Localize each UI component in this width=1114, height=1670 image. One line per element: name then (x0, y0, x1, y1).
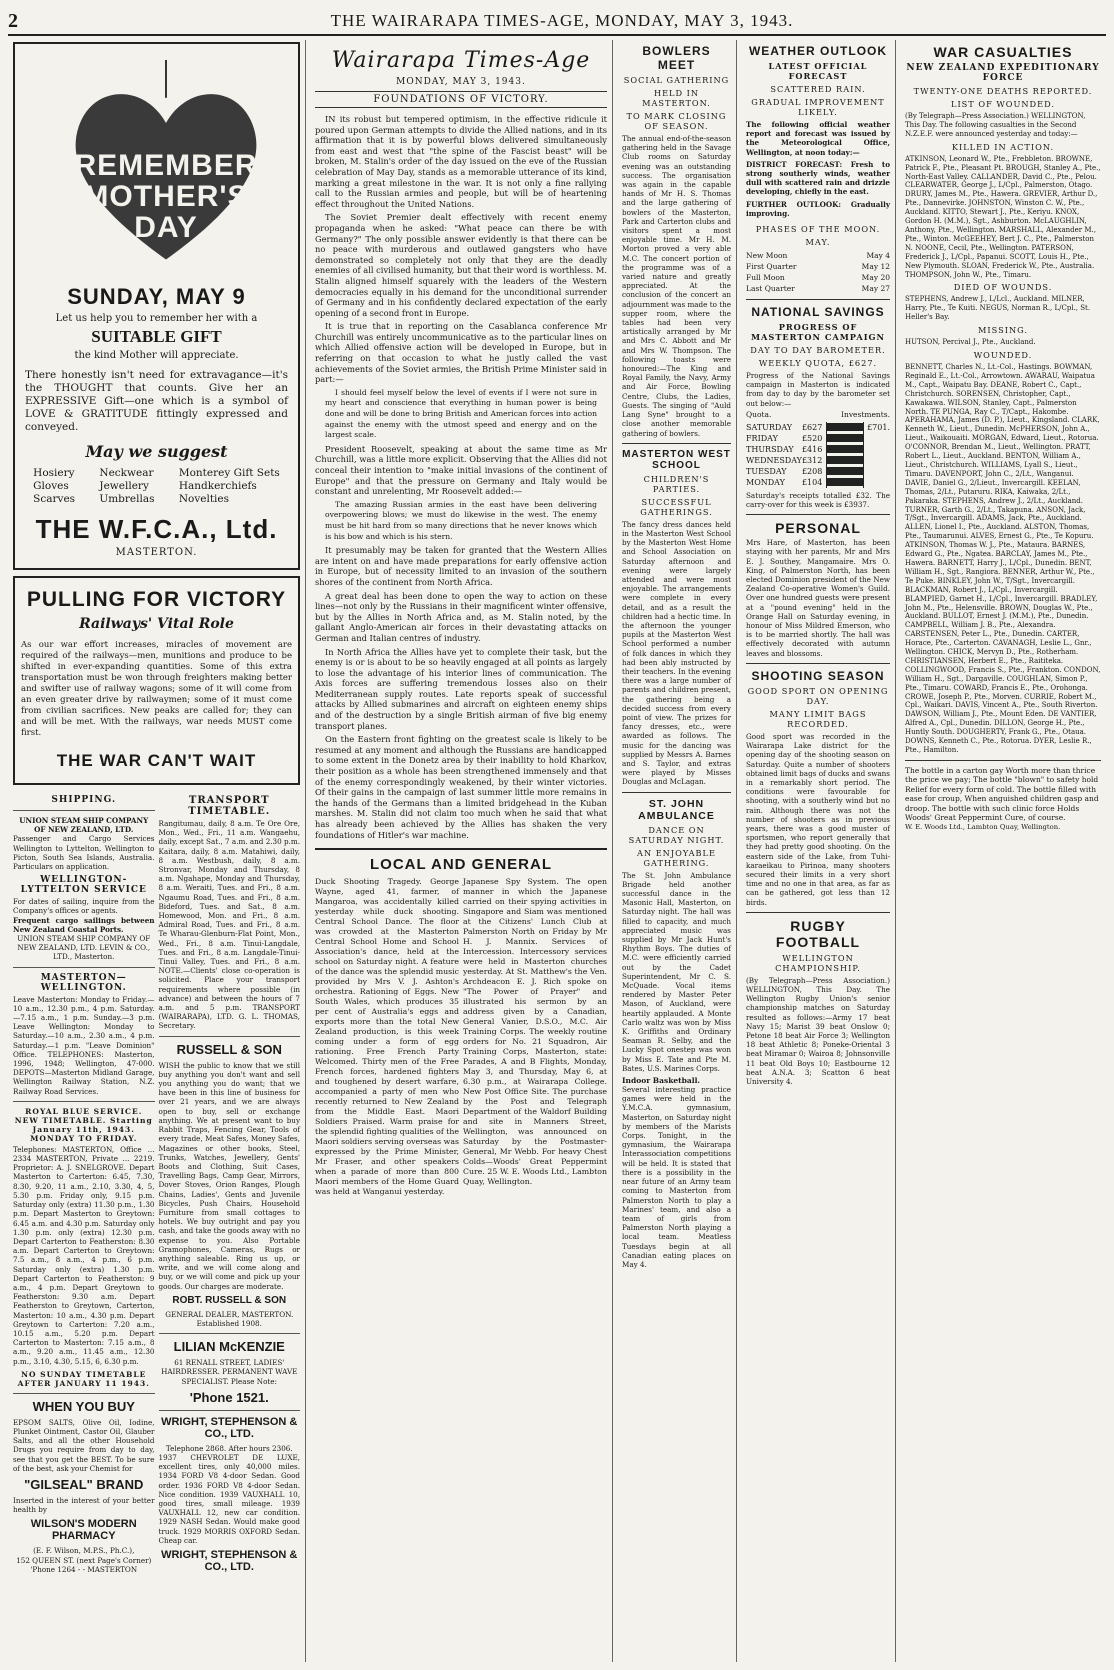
quota-bar-fill (827, 423, 863, 431)
shipping-company2: UNION STEAM SHIP COMPANY OF NEW ZEALAND, LTD. LEVIN & CO., LTD., Masterton. (17, 934, 151, 962)
local-right: Japanese Spy System. The open manner in which the Japanese carried on their spying activities in Singapore and Siam was mentioned at the Citizens' Lunch Club at Palmerston North on Friday by Mr H. J. Mannix. Services of Intercession. Intercessory services were held in Masterton churches yesterday. At St. Matthew's the Ven. Archdeacon E. J. Rich spoke on "The Power of Prayer" and illustrated his sermon by an address given by a Canadian, General Vanier, D.S.O., M.C. Air Training Corps. The weekly routine orders for No. 21 Squadron, Air Training Corps, Masterton, state: Parades, A and B Flights, Monday, May 3, and Thursday, May 6, at 6.30 p.m., at Wairarapa College. New Post Office Site. The purchase by the Post and Telegraph Department of the Waldorf Building and site in Manners Street, Wellington, was announced on Saturday by the Postmaster-General, Mr Webb. For heavy Chest Colds—Woods' Great Peppermint Cure. 25 W. E. Woods Ltd., Lambton Quay, Wellington. (463, 877, 607, 1187)
bottle-text: The bottle in a carton gay Worth more than thrice the price we pay; The bottle "blown" to safety hold Relief for every form of cold. The bottle filled with ease for croup, When anguished children gasp and droop. The bottle with such clinic force Holds Woods' Great Peppermint Cure, of course. (905, 765, 1099, 823)
missing-list: HUTSON, Percival J., Pte., Auckland. (905, 338, 1036, 347)
quota-bar (827, 444, 864, 455)
item: Scarves (33, 493, 76, 505)
heart-line-3: DAY (134, 211, 198, 244)
savings-receipts: Saturday's receipts totalled £32. The carry-over for this week is £3937. (746, 490, 890, 510)
russell-heading: RUSSELL & SON (176, 1041, 282, 1057)
local-general-heading: LOCAL AND GENERAL (315, 848, 607, 873)
moon-phase: First Quarter (746, 262, 797, 272)
local-general-body (315, 877, 607, 1197)
ad-gift: SUITABLE GIFT (91, 327, 222, 346)
bottle-footer: W. E. Woods Ltd., Lambton Quay, Wellington. (905, 822, 1061, 831)
shipping-text2: For dates of sailing, inquire from the Company's offices or agents. (13, 897, 155, 916)
column-news (617, 40, 737, 1662)
masthead-title: THE WAIRARAPA TIMES-AGE, MONDAY, MAY 3, 1943. (330, 11, 794, 30)
buy-brand: "GILSEAL" BRAND (24, 1476, 144, 1492)
wounded-heading: WOUNDED. (973, 350, 1033, 361)
moon-phase: Full Moon (746, 273, 785, 283)
shipping-service2: ROYAL BLUE SERVICE. NEW TIMETABLE. Starting January 11th, 1943. MONDAY TO FRIDAY. (14, 1106, 153, 1143)
casualties-sub3: LIST OF WOUNDED. (951, 99, 1055, 109)
victory-title: PULLING FOR VICTORY (26, 588, 287, 611)
editorial-p10: On the Eastern front fighting on the greatest scale is likely to be resumed at any moment and although the Russians are handicapped to some extent in the Donetz area by their inability to hold Kharkov, their position as a whole has been strengthened immensely and that of the enemy correspondingly weakened, by their winter victories. Of their gains in the campaign of last summer little more remains in the hands of the Germans than a limited bridgehead in the Kuban marshes. M. Stalin did not claim too much when he said that what has already been achieved by the Allies has shaken the very foundations of Hitler's war machine. (315, 734, 607, 840)
mothers-day-date: SUNDAY, MAY 9 (67, 284, 246, 309)
shipping-text1: Passenger and Cargo Services Wellington to Lyttelton, Wellington to Picton, South Sea Islands, Australia. Particulars on application. (13, 834, 155, 872)
ad-line-2: the kind Mother will appreciate. (74, 350, 239, 361)
quota-bar-fill (827, 456, 863, 464)
quota-day: WEDNESDAY (746, 455, 802, 465)
classifieds-left (13, 791, 155, 1577)
quota-bar (827, 477, 864, 488)
wright-tel: Telephone 2868. After hours 2306. (165, 1443, 293, 1453)
quota-bar (827, 433, 864, 444)
column-casualties (900, 40, 1106, 1662)
rugby-heading: RUGBY FOOTBALL (775, 917, 861, 950)
casualties-intro: (By Telegraph—Press Association.) WELLINGTON, This Day. The following casualties in the Second N.Z.E.F. were announced yesterday and today:— (905, 112, 1086, 138)
weather-heading: WEATHER OUTLOOK (748, 44, 888, 58)
further-outlook: FURTHER OUTLOOK: Gradually improving. (746, 199, 890, 218)
moon-month: MAY. (805, 237, 831, 248)
shooting-sub: GOOD SPORT ON OPENING DAY. (747, 685, 889, 706)
editorial-p2: The Soviet Premier dealt effectively with recent enemy propaganda when he asked: "What peace can there be with Germany?" The only possible answer evidently is that there can be no peace with murderous and outlawed gangsters who have demonstrated so completely not only that they are the deadly enemies of all civilised humanity, but that their word is worthless. M. Stalin aligned himself squarely with the leaders of the Western democracies equally in his demand for the unconditional surrender of Germany and in his confidently declared expectation of the early opening of a second front in Europe. (315, 212, 607, 318)
moon-row (746, 261, 890, 272)
buy-text2: Inserted in the interest of your better health by (13, 1495, 155, 1515)
savings-sub2: DAY TO DAY BAROMETER. (750, 345, 886, 356)
killed-heading: KILLED IN ACTION. (951, 141, 1055, 152)
ambulance-sub2: AN ENJOYABLE GATHERING. (637, 847, 716, 868)
quota-row (746, 422, 890, 433)
quota-day: TUESDAY (746, 466, 787, 476)
transport-heading: TRANSPORT TIMETABLE. (188, 795, 271, 817)
moon-date: May 27 (861, 284, 890, 294)
robt-russell-sub: GENERAL DEALER, MASTERTON. Established 1908. (165, 1309, 294, 1328)
weather-sub: LATEST OFFICIAL FORECAST (768, 61, 868, 81)
shipping-service: WELLINGTON-LYTTELTON SERVICE (20, 875, 147, 896)
editorial-p9: In North Africa the Allies have yet to complete their task, but the enemy is or is about to be so heavily engaged at all points as largely to lose the advantage of his interior lines of communication. The Axis forces are suffering tremendous losses also on their Mediterranean supply routes. Late reports speak of successful attacks by Allied submarines and aircraft on eighteen enemy ships and of the destruction by a single British airman of five big enemy transport planes. (315, 646, 607, 731)
bowlers-sub: SOCIAL GATHERING (623, 75, 730, 85)
moon-table (746, 250, 890, 294)
bowlers-text: The annual end-of-the-season gathering held in the Savage Club rooms on Saturday evening was an outstanding success. The organisation was again in the capable hands of Mr H. S. Thomas and the large gathering of bowlers of the Masterton, Park and Carterton clubs and visitors spent a most enjoyable time. Mr H. M. Morton proved a very able M.C. The concert portion of the programme was of a varied nature and greatly appreciated. At the conclusion of the concert an adjournment was made to the supper room, where the tables had been very artistically arranged by Mr and Mrs C. Abbott and Mr and Mrs W. Thompson. The following toasts were honoured:—The King and Royal Family, the Navy, Army and Air Force, Bowling Centre, Clubs, the Ladies, Guests. The singing of "Auld Lang Syne" brought to a close another memorable gathering of bowlers. (622, 134, 731, 438)
rugby-text: (By Telegraph—Press Association.) WELLINGTON, This Day. The Wellington Rugby Union's senior championship matches on Saturday resulted as follows:—Army 17 beat Navy 15; Marist 39 beat Onslow 0; Petone 18 beat Air Force 3; Wellington 18 beat Athletic 8; Poneke-Oriental 3 beat Miramar 0; Wairoa 8; Johnsonville 11 beat Old Boys 10; Eastbourne 12 beat A.N.A. 3; Scatton 6 beat University 4. (746, 975, 890, 1086)
victory-subtitle: Railways' Vital Role (79, 616, 234, 632)
item: Neckwear (99, 467, 154, 479)
shipping-heading: SHIPPING. (51, 795, 117, 805)
moon-date: May 20 (861, 273, 890, 283)
personal-text: Mrs Hare, of Masterton, has been staying with her parents, Mr and Mrs E. J. Southey, Mangamaire. Mrs O. King, of Palmerston North, has been elected Dominion president of the New Zealand Co-operative Women's Guild. Over one hundred guests were present at a "pound evening" held in the Orange Hall on Saturday evening, in honour of Miss Mildred Emerson, who is to be married shortly. The hall was effectively decorated with autumn leaves and blossoms. (746, 538, 890, 658)
killed-list: ATKINSON, Leonard W., Pte., Frebbleton. BROWNE, Patrick F., Pte., Pleasant Pt. BROUGH, Stanley A., Pte., North-East Valley. CALLANDER, David C., Pte., Pelou. CLEARWATER, George J., L/Cpl., Palmerston, Otago. DRURY, James M., Pte., Hawera. GREVIER, Arthur D., Pte., Dannevirke. JOHNSTON, Winston C. W., Pte., Auckland. KITTO, Stewart J., Pte., Keriyu. KNOX, Gordon H. (M.M.), Sgt., Ashburton. McLAUGHLIN, Anthony, Pte., Wellington. MARSHALL, Alexander M., Pte., Winton. McGEEHEY, Bert J. C., Pte., Palmerston N. NOONE, Cecil, Pte., Wellington. PATERSON, Frederick J., L/Cpl., Papanui. SCOTT, Louis H., Pte., New Plymouth. SLOAN, Frederick W., Pte., Australia. THOMPSON, John W., Pte., Timaru. (905, 154, 1101, 279)
company-name: THE W.F.C.A., Ltd. (35, 514, 278, 544)
quota-table (746, 422, 890, 488)
items-col-c (179, 467, 280, 506)
personal-heading: PERSONAL (775, 520, 861, 537)
school-text: The fancy dress dances held in the Masterton West School by the Masterton West Home and School Association on Saturday afternoon and evening were largely attended and were most enjoyable. The arrangements were complete in every detail, and as a result the children had a hectic time. In the afternoon the younger pupils at the Masterton West School performed a number of folk dances in which they had been ably instructed by their teachers. In the evening there was a large number of parents and children present, the gathering being a decided success from every point of view. The prizes for fancy dresses, etc., were awarded as follows. The music for the dancing was supplied by Messrs A. Barnes and S. Taylor, and extras were played by Misses Douglas and McLagan. (622, 519, 731, 787)
items-col-b (99, 467, 154, 506)
ad-suggest: May we suggest (85, 442, 228, 461)
quota-bar (827, 422, 864, 433)
investments-label: Investments. (841, 409, 890, 419)
paper-title: Wairarapa Times-Age (331, 48, 591, 73)
wright-name-2: WRIGHT, STEPHENSON & CO., LTD. (161, 1549, 298, 1573)
items-col-a (33, 467, 75, 506)
page-number: 2 (8, 9, 18, 32)
school-sub2: SUCCESSFUL GATHERINGS. (640, 496, 713, 517)
item: Novelties (178, 493, 230, 505)
ambulance-heading: ST. JOHN AMBULANCE (638, 797, 715, 822)
editorial-p3: It is true that in reporting on the Casablanca conference Mr Churchill was entirely uncommunicative as to the particular lines on which Allied offensive action will be developed in Europe, but in referring on that occasion to what he justly called the vast achievements of the Soviet armies, the British Prime Minister said in part:— (315, 321, 607, 385)
investment-total: £701. (867, 422, 890, 432)
quota-bar-fill (827, 445, 863, 453)
pharmacy-address: 152 QUEEN ST. (next Page's Corner) 'Phone 1264 - - MASTERTON (16, 1555, 152, 1574)
quota-bar-fill (827, 478, 863, 486)
item: Monterey Gift Sets (178, 467, 280, 479)
missing-heading: MISSING. (978, 325, 1028, 336)
bowlers-heading: BOWLERS MEET (642, 44, 711, 72)
shooting-text: Good sport was recorded in the Wairarapa Lake district for the opening day of the shooting season on Saturday. Quite a number of shooters obtained limit bags of ducks and swans in a remarkably short period. The conditions were favourable for shooting, with a southerly wind but no rain. Although there was not the number of shooters as in previous years, there was a good muster of sportsmen, who report generally that they had pretty good shooting. On the eastern side of the Lake, from Tuhi-karaeikau to Pirinoa, many shooters secured their limits in a very short time and no one in that area, as far as can be gathered, got less than 12 birds. (746, 731, 890, 907)
quota-amount: £104 (801, 477, 823, 487)
lilian-phone: 'Phone 1521. (189, 1389, 269, 1405)
editorial-date: MONDAY, MAY 3, 1943. (396, 77, 526, 87)
moon-heading: PHASES OF THE MOON. (755, 224, 881, 235)
local-left: Duck Shooting Tragedy. George Wayne, aged 41, farmer, of Mangaroa, was accidentally killed yesterday while duck shooting. Central School Dance. The floor was crowded at the Masterton Central School Home and School Association's dance, held at the school on Saturday night. A feature of the dance was the splendid music provided by Mrs V. J. Ashton's orchestra. Rationing of Eggs. New South Wales, which produces 35 per cent of Australia's eggs and exports more than the total New Zealand production, is this week coming under a form of egg rationing. Free French Party Welcomed. Thirty men of the Free French forces, hardened fighters and toughened by desert warfare, accompanied a party of men who recently returned to New Zealand from the Middle East. Maori Soldiers Praised. Warm praise for the splendid fighting qualities of the Maori soldiers serving overseas was expressed by the Prime Minister, Mr Fraser, and other speakers when a parade of more than 800 Maori members of the Home Guard was held at Wanganui yesterday. (315, 877, 459, 1197)
shooting-heading: SHOOTING SEASON (751, 668, 885, 683)
heart-line-1: REMEMBER (74, 149, 258, 182)
wright-name: WRIGHT, STEPHENSON & CO., LTD. (161, 1415, 298, 1440)
victory-ad (13, 576, 300, 785)
buy-text: EPSOM SALTS, Olive Oil, Iodine, Plunket Ointment, Castor Oil, Glauber Salts, and all the other Household Drugs you require from day to day, see that you get the BEST. To be sure of the best, ask your Chemist for (13, 1417, 155, 1473)
lilian-name: LILIAN McKENZIE (173, 1339, 285, 1355)
savings-quota: WEEKLY QUOTA, £627. (758, 358, 878, 369)
weather-sub2: SCATTERED RAIN. (770, 84, 866, 94)
shipping-text5: Telephones: MASTERTON, Office ... 2334 MASTERTON, Private ... 2219. Proprietor: A. J. SNELGROVE. Depart Masterton to Carterton: 6.45, 7.30, 8.30, 9.20, 11 a.m., 2.10, 3.30, 4, 5, 5.30 p.m. Friday only, 9.15 p.m. Saturday only (extra) 11.30 p.m., 1.30 p.m. Depart Masterton to Greytown: 6.45 a.m. and 4.30 p.m. Saturday only 1.30 p.m. only (extra) 12.30 p.m. Depart Carterton to Featherston: 8.30 a.m. Depart Carterton to Greytown: 7.5 a.m., 8 a.m., 4 p.m., 6 p.m. Saturday only (extra) 1.30 p.m. Depart Carterton to Featherston: 9 a.m., 4 p.m. Depart Greytown to Featherston: 9.30 a.m. Depart Featherston to Greytown, Carterton, Masterton: 10 a.m., 4.30 p.m. Depart Greytown to Carterton: 7.20 a.m., 10.15 a.m., 5.20 p.m. Depart Carterton to Masterton: 7.15 a.m., 8 a.m., 9.20 a.m., 11.45 a.m., 12.30 p.m., 3.10, 4.30, 5.15, 6, 6.30 p.m. (13, 1144, 155, 1366)
item: Hosiery (33, 467, 75, 479)
moon-row (746, 250, 890, 261)
moon-phase: New Moon (746, 251, 788, 261)
weather-text: The following official weather report and forecast was issued by the Meteorological Office, Wellington, at noon today:— (746, 120, 890, 157)
pharmacy-name: WILSON'S MODERN PHARMACY (30, 1518, 137, 1543)
savings-heading: NATIONAL SAVINGS (751, 305, 885, 320)
quota-bar (827, 455, 864, 466)
victory-footer: THE WAR CAN'T WAIT (56, 751, 257, 770)
robt-russell: ROBT. RUSSELL & SON (172, 1294, 287, 1306)
bowlers-sub3: TO MARK CLOSING OF SEASON. (626, 111, 727, 131)
shipping-text3: Frequent cargo sailings between New Zealand Coastal Ports. (13, 915, 155, 934)
moon-date: May 12 (861, 262, 890, 272)
moon-phase: Last Quarter (746, 284, 795, 294)
shipping-route: MASTERTON—WELLINGTON. (40, 972, 127, 993)
editorial-p4: I should feel myself below the level of events if I were not sure in my heart and conscience that everything in human power is being done and will be done to bring British and American forces into action against the enemy with the utmost speed and energy and on the largest scale. (325, 387, 597, 440)
masthead (8, 8, 1106, 36)
quota-amount: £312 (801, 455, 823, 465)
item: Gloves (33, 480, 69, 492)
russell-text: WISH the public to know that we still buy anything you don't want and sell you anything you do want; that we have been in this line of business for over 21 years, and we are always open to buy, sell or exchange anything. We at present want to buy Rabbit Traps, Fencing Gear, Tools of every trade, Meat Safes, Money Safes, Magazines or other books, Steel, Trunks, Watches, Jewellery, Gents' Boots and Clothing, Suit Cases, Travelling Bags, Camp Gear, Mirrors, Dover Stoves, Orion Ranges, Plough Chains, Ladies', Gents and Juvenile Bicycles, Push Chairs, Household Furniture from small cottages to hotels. We buy outright and pay you cash, and take the goods away with no expense to you. Also Portable Gramophones, Cameras, Rugs or anything saleable. Ring us up, or write, and we will come along and buy, or we will come and pick up your goods. Our charges are moderate. (158, 1060, 300, 1291)
shipping-company: UNION STEAM SHIP COMPANY OF NEW ZEALAND, LTD. (19, 816, 149, 835)
moon-row (746, 283, 890, 294)
lilian-addr: 61 RENALL STREET, LADIES' HAIRDRESSER. PERMANENT WAVE SPECIALIST. Please Note: (161, 1358, 298, 1386)
quota-day: THURSDAY (746, 444, 794, 454)
savings-text: Progress of the National Savings campaign in Masterton is indicated from day to day by the barometer set out below:— (746, 371, 890, 408)
quota-day: MONDAY (746, 477, 785, 487)
transport-text: Rangitumau, daily, 8 a.m. Te Ore Ore, Mon., Wed., Fri., 11 a.m. Wangaehu, daily, except Sat., 7 a.m. and 2.30 p.m. Kaitara, daily, 8 a.m. Matahiwi, daily, 8 a.m. Westbush, daily, 8 a.m. Stronvar, Monday and Thursday, 8 a.m. Ngahape, Monday and Thursday, 8 a.m. Weraiti, Tues. and Fri., 8 a.m. Ngaumu Road, Tues. and Fri., 8 a.m. Bideford, Tues. and Sat., 8 a.m. Homewood, Mon. and Fri., 8 a.m. Admiral Road, Tues. and Fri., 8 a.m. Te Wharau-Glenburn-Flat Point, Mon., Wed., Fri., 8 a.m. Tinui-Langdale, Tues. and Fri., 8 a.m. Langdale-Tinui-Tinui Valley, Tues. and Fri., 8 a.m. NOTE.—Clients' close co-operation is solicited. Place your transport requirements where possible (in advance) and between the hours of 7 a.m. and 5 p.m. TRANSPORT (WAIRARAPA), LTD. G. L. THOMAS, Secretary. (158, 819, 300, 1031)
died-heading: DIED OF WOUNDS. (953, 282, 1053, 293)
item: Umbrellas (99, 493, 155, 505)
quota-label: Quota. (746, 409, 772, 419)
shipping-text6: NO SUNDAY TIMETABLE AFTER JANUARY 11 1943. (17, 1369, 150, 1388)
classifieds-right (159, 791, 301, 1577)
item: Handkerchiefs (178, 480, 257, 492)
buy-heading: WHEN YOU BUY (32, 1398, 135, 1414)
school-heading: MASTERTON WEST SCHOOL (622, 448, 731, 471)
quota-amount: £520 (801, 433, 823, 443)
moon-row (746, 272, 890, 283)
quota-amount: £208 (801, 466, 823, 476)
quota-bar (827, 466, 864, 477)
ad-para: There honestly isn't need for extravagance—it's the THOUGHT that counts. Give her an EXPRESSIVE Gift—one which is a symbol of LOVE & GRATITUDE fittingly expressed and conveyed. (25, 369, 288, 433)
company-town: MASTERTON. (115, 547, 198, 558)
ambulance-sub: DANCE ON SATURDAY NIGHT. (628, 824, 725, 845)
editorial-p1: IN its robust but tempered optimism, in the effective ridicule it poured upon German attempts to divide the Allied nations, and in its affirmation that it is by powerful blows delivered simultaneously from east and west that "the spine of the Fascist beast" will be broken, M. Stalin's order of the day issued on the eve of the Russian celebration of May Day, stands as a memorable utterance of its kind, marking a great milestone in the war. It is not only a fine rallying call to the Russian armies and people, but will be of heartening effect throughout the United Nations. (315, 114, 607, 209)
shooting-sub2: MANY LIMIT BAGS RECORDED. (769, 708, 867, 729)
rugby-sub: WELLINGTON CHAMPIONSHIP. (775, 952, 861, 973)
editorial-p6: The amazing Russian armies in the east have been delivering overpowering blows; we must do likewise in the west. The enemy must be hit hard from so many directions that he never knows which is his bow and which is his stern. (325, 499, 597, 541)
item: Jewellery (99, 480, 149, 492)
classifieds (13, 791, 300, 1577)
pharmacy-owner: (E. F. Wilson, M.P.S., Ph.C.), (33, 1546, 135, 1556)
quota-day: SATURDAY (746, 422, 793, 432)
gift-items (21, 467, 292, 506)
quota-amount: £416 (801, 444, 823, 454)
heart-line-2: MOTHER'S (83, 180, 249, 213)
heart-text (61, 150, 271, 243)
quota-bar-fill (827, 467, 863, 475)
ad-line-1: Let us help you to remember her with a (55, 313, 258, 324)
column-weather (741, 40, 896, 1662)
victory-body: As our war effort increases, miracles of movement are required of the railways—men, munitions and produce to be shifted in ever-expanding quantities. Some of this extra transportation must be won through freighters making better and swifter use of railway wagons; some of it will come from an even greater drive by railwaymen; some of it must come from civilian sacrifices. New peaks are called for; they can and will be met. With the railways, war needs MUST come first. (21, 640, 292, 738)
quota-amount: £627 (801, 422, 823, 432)
basketball-heading: Indoor Basketball. (622, 1076, 701, 1086)
moon-date: May 4 (866, 251, 890, 261)
editorial-p7: It presumably may be taken for granted that the Western Allies are intent on and have made preparations for early offensive action in Europe, but of necessity limited to an invasion of the southern shores of the continent from North Africa. (315, 545, 607, 587)
school-sub: CHILDREN'S PARTIES. (643, 473, 710, 494)
quota-day: FRIDAY (746, 433, 778, 443)
casualties-sub2: TWENTY-ONE DEATHS REPORTED. (913, 86, 1093, 96)
mothers-day-ad (13, 42, 300, 570)
quota-labels (746, 410, 890, 419)
died-list: STEPHENS, Andrew J., L/Lcl., Auckland. MILNER, Harry, Pte., Te Kuiti. NEGUS, Norman R., L/Cpl., St. Heller's Bay. (905, 295, 1091, 322)
editorial-p5: President Roosevelt, speaking at about the same time as Mr Churchill, was a little more explicit. Observing that the Allies did not conceal their intention to "make initial invasions of the continent of Europe" and that the pressure on Germany and Italy would be constant and unrelenting, Mr Roosevelt added:— (315, 443, 607, 497)
bowlers-sub2: HELD IN MASTERTON. (642, 88, 711, 108)
ambulance-text: The St. John Ambulance Brigade held another successful dance in the Masonic Hall, Masterton, on Saturday night. The hall was filled to capacity, and much appreciated music was supplied by Mr Jack Hunt's Rhythm Boys. The duties of M.C. were efficiently carried out by the Cadet Superintendent, Mr C. S. McQuade. Vocal items rendered by Master Peter Mason, of Auckland, were heartily applauded. A Monte Carlo waltz was won by Miss K. Griffiths and Ordinary Seaman R. Selby, and the Lucky Spot onestep was won by Miss E. Tate and Pte M. Bates, U.S. Marines Corps. (622, 870, 731, 1073)
wright-cars: 1937 CHEVROLET DE LUXE, excellent tires, only 40,000 miles. 1934 FORD V8 4-door Sedan. Good order. 1936 FORD V8 4-door Sedan. Nice condition. 1939 VAUXHALL 10, good tires, small mileage. 1939 VAUXHALL 12, new car condition. 1929 NASH Sedan. Would make good truck. 1929 MORRIS OXFORD Sedan. Cheap car. (158, 1452, 300, 1545)
editorial-heading: FOUNDATIONS OF VICTORY. (315, 91, 607, 108)
wounded-list: BENNETT, Charles N., Lt.-Col., Hastings. BOWMAN, Reginald E., Lt.-Col., Arrowtown. AWARAU, Waipatua M., Capt., Waipatu Bay. DEANE, Robert C., Capt., Christchurch. SORENSEN, Christopher, Capt., Kawakawa. WILSON, Stanley, Capt., Palmerston North. TE PUNGA, Ray C., T/Capt., Hakombe. APERAHAMA, James (D. P.), Lieut., Kingsland. CLARK, Kenneth W., Lieut., Dunedin. McPHERSON, John A., Lieut., Waikouaiti. MORGAN, Edward, Lieut., Rotorua. O'CONNOR, Brendan M., Lieut., Wellington. PRATT, Robert L., Lieut., Auckland. BENTON, William A., Lieut., Christchurch. WILLIAMS, Lyall S., Lieut., Timaru. DAVENPORT, John C., 2/Lt., Wanganui. DAVIE, Daniel G., 2/Lieut., Invercargill. KEELAN, Thomas, 2/Lt., Putaruru. RIKA, Kaiwaka, 2/Lt., Pakaraka. STEPHENS, Andrew J., 2/Lt., Auckland. TURNER, Garth G., 2/Lt., Takapuna. ANSON, Jack, T/Sgt., Invercargill. ADAMS, Jack, Pte., Auckland. ALLEN, Lionel I., Pte., Auckland. ALSTON, Thomas, Pte., Taumarunui. ALVES, Ernest G., Pte., Te Kopuru. ATKINSON, Thomas W. J., Pte., Mataura. BARNES, Edward G., Pte., Ngatea. BARCLAY, James M., Pte., Hawera. BARNETT, Harry J., L/Cpl., Dunedin. BENT, William H., Sgt., Rangiora. BENNER, Arthur W., Pte., Te Puke. BINKLEY, John W., T/Sgt., Invercargill. BLACKMAN, Robert J., L/Cpl., Invercargill. BLAMPIED, Garnet H., L/Cpl., Invercargill. BRADLEY, John M., Pte., Helensville. BROWN, Douglas W., Pte., Auckland. BULLOT, Ernest J. (M.M.), Pte., Dunedin. CAMPBELL, William J. B., Pte., Alexandra. CARSTENSEN, Peter L., Pte., Dunedin. CARTER, Horace, Pte., Carterton. CAVANAGH, Leslie L., Gnr., Wellington. CHICK, Mervyn D., Pte., Rotherham. CHRISTIANSEN, Herbert E., Pte., Raititeka. COLLINGWOOD, Francis S., Pte., Frankton. CONDON, William H., Sgt., Dargaville. COUGHLAN, Simon P., Pte., Timaru. COWARD, Francis E., Pte., Orohonga. CROWE, Joseph P., Pte., Morven. CURRIE, Robert M., Cpl., Waikari. DAVIS, Vincent A., Pte., South Riverton. DAWSON, William J., Pte., Mount Eden. DE VANTIER, Alfred A., Cpl., Dunedin. DILLON, George H., Pte., Huntly South. DOUGHERTY, Frank G., Pte., Otaua. DOWNS, Kenneth C., Pte., Rotorua. DYER, Leslie R., Pte., Hamilton. (905, 363, 1101, 754)
quota-bar-fill (827, 434, 863, 442)
district-forecast: DISTRICT FORECAST: Fresh to strong southerly winds, weather dull with scattered rain and drizzle developing, chiefly in the east. (746, 159, 890, 197)
heart-graphic (21, 50, 292, 280)
column-editorial (310, 40, 613, 1662)
casualties-heading: WAR CASUALTIES (933, 44, 1073, 60)
savings-sub: PROGRESS OF MASTERTON CAMPAIGN (750, 322, 886, 343)
column-ads (8, 40, 306, 1662)
editorial-p8: A great deal has been done to open the way to action on these lines—not only by the Russians in their magnificent winter offensive, but by the Allies in North Africa and, as M. Stalin noted, by the gallant Anglo-American air forces in their devastating attacks on German and Italian centres of industry. (315, 590, 607, 643)
weather-sub3: GRADUAL IMPROVEMENT LIKELY. (751, 97, 885, 117)
basketball-text: Several interesting practice games were held in the Y.M.C.A. gymnasium, Masterton, on Saturday night by members of the Marists Corps. Tonight, in the gymnasium, the Wairarapa Interassociation competitions will be held. It is stated that there is a possibility in the near future of an Army team coming to Masterton from Palmerston North to play a Marines' team, and also a team of girls from Palmerston North playing a local team. Meatless Tuesdays begin at all Canadian eating places on May 4. (622, 1085, 731, 1269)
casualties-sub: NEW ZEALAND EXPEDITIONARY FORCE (906, 63, 1100, 83)
shipping-text4: Leave Masterton: Monday to Friday.—10 a.m., 12.30 p.m., 4 p.m. Saturday.—7.15 a.m., 1 p.m. Sunday.—3 p.m. Leave Wellington: Monday to Saturday.—10 a.m., 2.30 a.m., 4 p.m. Saturday.—1 p.m. "Leave Dominion" Office. TELEPHONES: Masterton, 1996, 1948; Wellington, 47-000. DEPOTS—Masterton Midland Garage, Wellington Railway Station, N.Z. Railway Road Services. (13, 994, 155, 1096)
